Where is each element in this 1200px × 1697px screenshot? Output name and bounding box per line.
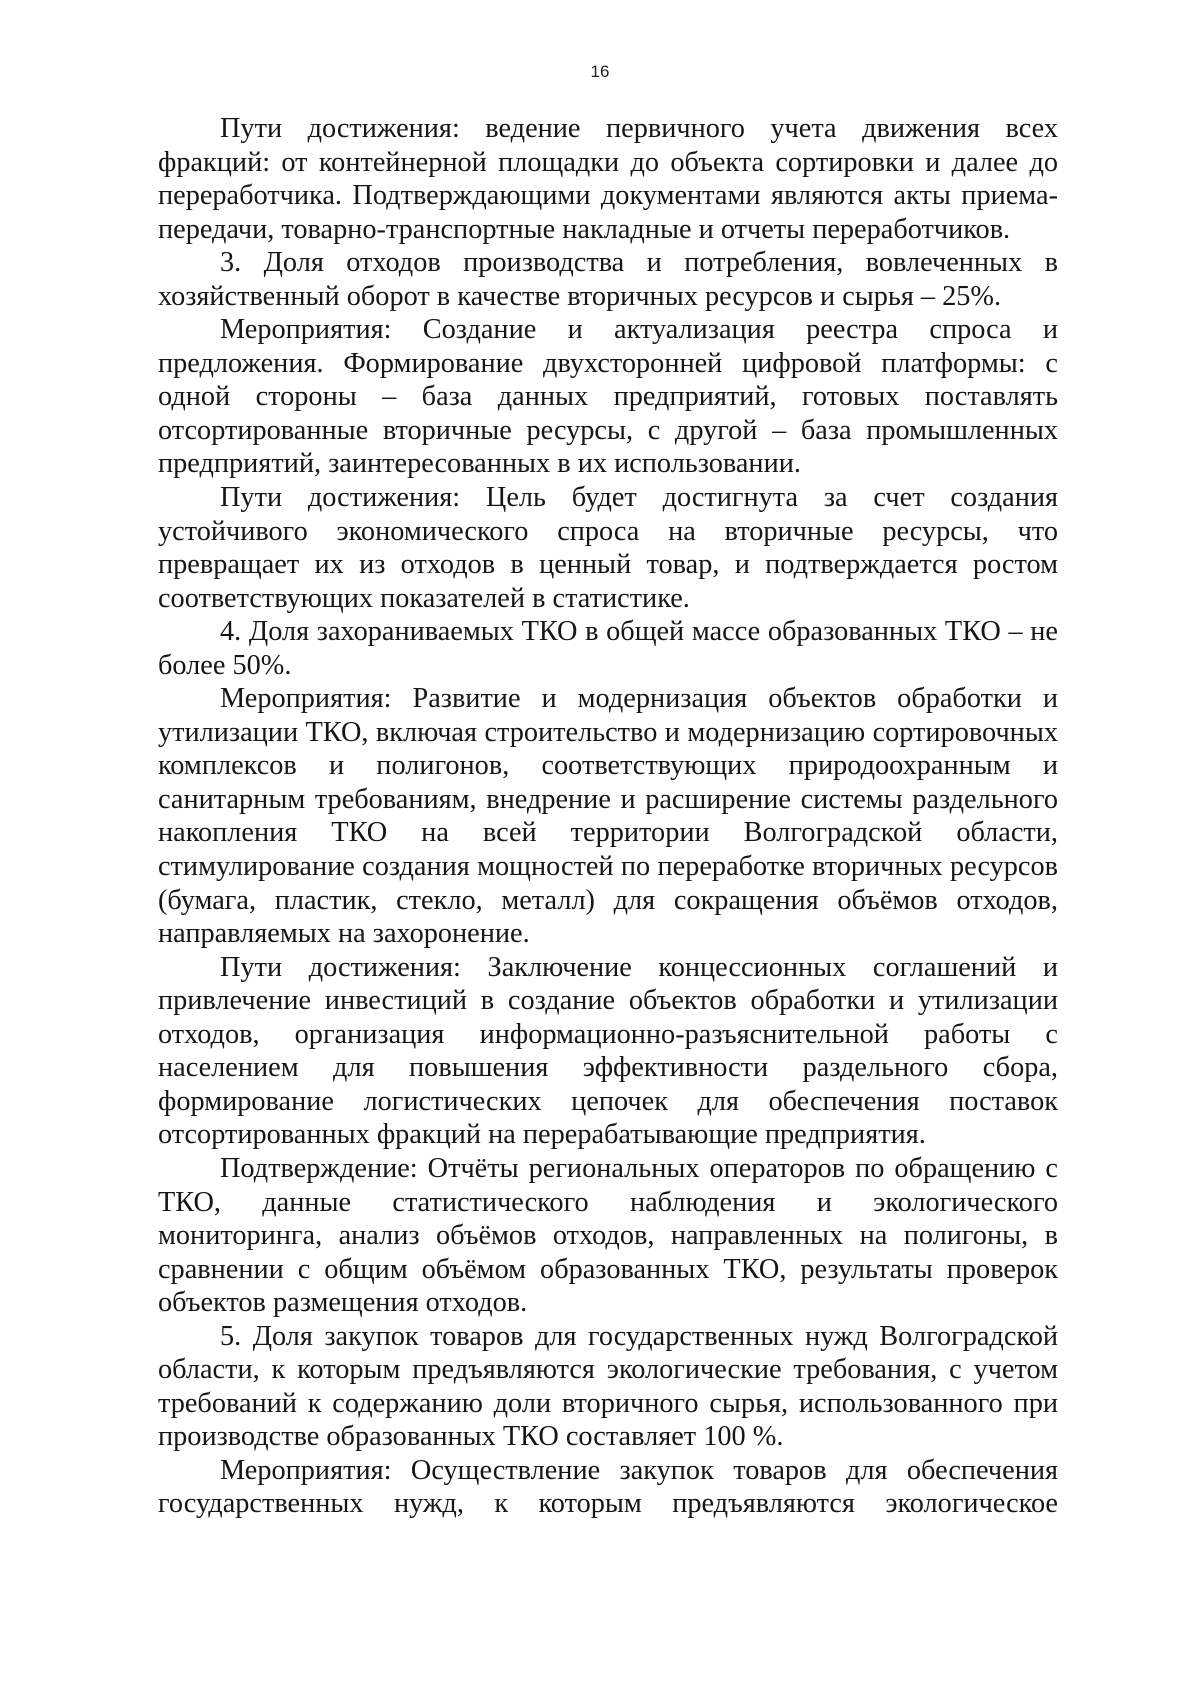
paragraph-measures-modernization: Мероприятия: Развитие и модернизация объектов обработки и утилизации ТКО, включая строительство и модернизацию сортировочных комплексов и полигонов, соответствующих природоохранным и санитарным требованиям, внедрение и расширение системы раздельного накопления ТКО на всей территории Волгоградской области, стимулирование создания мощностей по переработке вторичных ресурсов (бумага, пластик, стекло, металл) для сокращения объёмов отходов, направляемых на захоронение. bbox=[158, 683, 1058, 950]
document-body bbox=[158, 112, 1058, 1521]
paragraph-measures-registry: Мероприятия: Создание и актуализация реестра спроса и предложения. Формирование двухсторонней цифровой платформы: с одной стороны – база данных предприятий, готовых поставлять отсортированные вторичные ресурсы, с другой – база промышленных предприятий, заинтересованных в их использовании. bbox=[158, 314, 1058, 480]
paragraph-achievement-paths-concessions: Пути достижения: Заключение концессионных соглашений и привлечение инвестиций в создание объектов обработки и утилизации отходов, организация информационно-разъяснительной работы с населением для повышения эффективности раздельного сбора, формирование логистических цепочек для обеспечения поставок отсортированных фракций на перерабатывающие предприятия. bbox=[158, 951, 1058, 1151]
paragraph-achievement-paths-demand: Пути достижения: Цель будет достигнута за счет создания устойчивого экономического спроса на вторичные ресурсы, что превращает их из отходов в ценный товар, и подтверждается ростом соответствующих показателей в статистике. bbox=[158, 482, 1058, 614]
page-number: 16 bbox=[590, 62, 610, 81]
paragraph-indicator-4: 4. Доля захораниваемых ТКО в общей массе образованных ТКО – не более 50%. bbox=[158, 616, 1058, 681]
paragraph-indicator-3: 3. Доля отходов производства и потребления, вовлеченных в хозяйственный оборот в качестве вторичных ресурсов и сырья – 25%. bbox=[158, 247, 1058, 312]
paragraph-achievement-paths-accounting: Пути достижения: ведение первичного учета движения всех фракций: от контейнерной площадки до объекта сортировки и далее до переработчика. Подтверждающими документами являются акты приема-передачи, товарно-транспортные накладные и отчеты переработчиков. bbox=[158, 113, 1058, 245]
paragraph-indicator-5: 5. Доля закупок товаров для государственных нужд Волгоградской области, к которым предъявляются экологические требования, с учетом требований к содержанию доли вторичного сырья, использованного при производстве образованных ТКО составляет 100 %. bbox=[158, 1320, 1058, 1453]
paragraph-confirmation-reports: Подтверждение: Отчёты региональных операторов по обращению с ТКО, данные статистического наблюдения и экологического мониторинга, анализ объёмов отходов, направленных на полигоны, в сравнении с общим объёмом образованных ТКО, результаты проверок объектов размещения отходов. bbox=[158, 1152, 1058, 1319]
paragraph-measures-procurement: Мероприятия: Осуществление закупок товаров для обеспечения государственных нужд, к которым предъявляются экологическое bbox=[158, 1454, 1058, 1520]
